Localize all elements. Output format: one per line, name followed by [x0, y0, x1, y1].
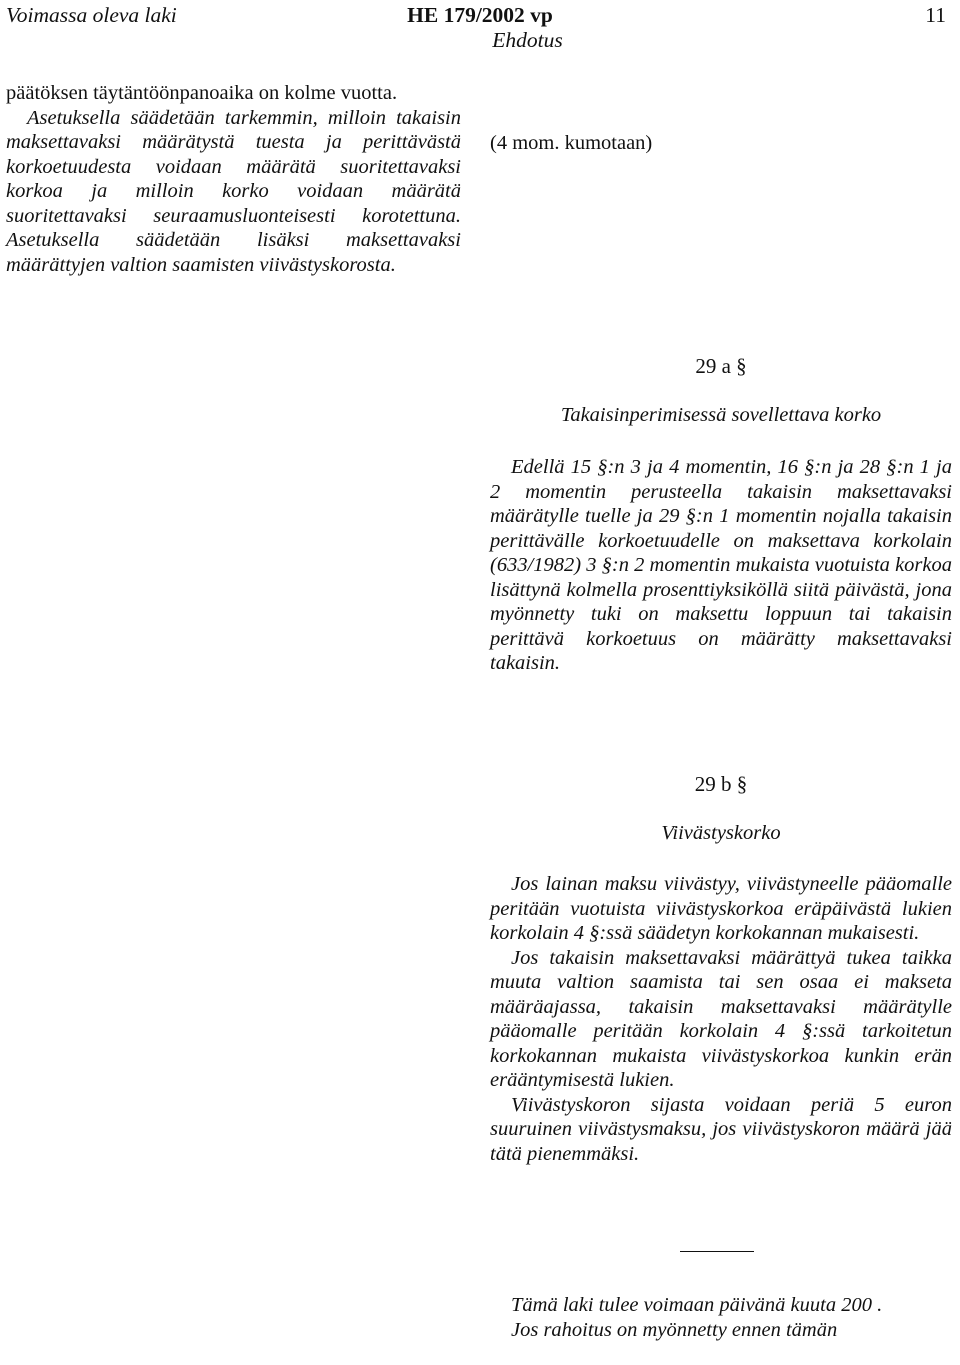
section-29b-body: [490, 872, 952, 1166]
repeal-note: (4 mom. kumotaan): [490, 132, 653, 154]
header-left-label: Voimassa oleva laki: [6, 3, 177, 27]
section-29b-paragraph-3: Viivästyskoron sijasta voidaan periä 5 euron suuruinen viivästysmaksu, jos viivästyskoron määrä jää tätä pienemmäksi.: [490, 1093, 952, 1165]
current-law-paragraph-2: Asetuksella säädetään tarkemmin, milloin takaisin maksettavaksi määrätystä tuesta ja perittävästä korkoetuudesta voidaan määrätä suoritettavaksi korkoa ja milloin korko voidaan määrätä suoritettavaksi seuraamusluonteisesti korotettuna. Asetuksella säädetään lisäksi maksettavaksi määrättyjen valtion saamisten viivästyskorosta.: [6, 106, 461, 276]
current-law-column: [6, 81, 461, 277]
current-law-paragraph-1: päätöksen täytäntöönpanoaika on kolme vuotta.: [6, 82, 398, 104]
section-29a-number: 29 a §: [695, 354, 747, 378]
section-29a-body: [490, 455, 952, 676]
section-29a-title: Takaisinperimisessä sovellettava korko: [560, 404, 882, 426]
page-number: 11: [925, 3, 946, 27]
section-29a-paragraph: Edellä 15 §:n 3 ja 4 momentin, 16 §:n ja 28 §:n 1 ja 2 momentin perusteella takaisin maksettavaksi määrätylle tuelle ja 29 §:n 1 momentin nojalla takaisin perittävälle korkoetuudelle on maksettava korkolain (633/1982) 3 §:n 2 momentin mukaista vuotuista korkoa lisättynä kolmella prosenttiyksiköllä siitä päivästä, jona myönnetty tuki on maksettu loppuun tai takaisin perittävä korkoetuus on määrätty maksettavaksi takaisin.: [490, 456, 952, 674]
section-29b-paragraph-1: Jos lainan maksu viivästyy, viivästyneelle pääomalle peritään vuotuista viivästyskorkoa eräpäivästä lukien korkolain 4 §:ssä säädetyn korkokannan mukaisesti.: [490, 873, 952, 944]
header-proposal-label: Ehdotus: [492, 28, 563, 52]
entry-into-force-line: Tämä laki tulee voimaan päivänä kuuta 200 .: [511, 1294, 883, 1316]
section-divider: [680, 1251, 754, 1252]
document-id: HE 179/2002 vp: [407, 3, 553, 27]
transition-line: Jos rahoitus on myönnetty ennen tämän: [511, 1318, 838, 1341]
closing-provisions: [490, 1293, 952, 1342]
section-29b-number: 29 b §: [694, 772, 748, 796]
section-29b-title: Viivästyskorko: [661, 822, 781, 844]
section-29b-paragraph-2: Jos takaisin maksettavaksi määrättyä tukea taikka muuta valtion saamista tai sen osaa ei makseta määräajassa, takaisin maksettavaksi määrätylle pääomalle peritään korkolain 4 §:ssä tarkoitetun korkokannan mukaista viivästyskorkoa kunkin erän erääntymisestä lukien.: [490, 946, 952, 1091]
